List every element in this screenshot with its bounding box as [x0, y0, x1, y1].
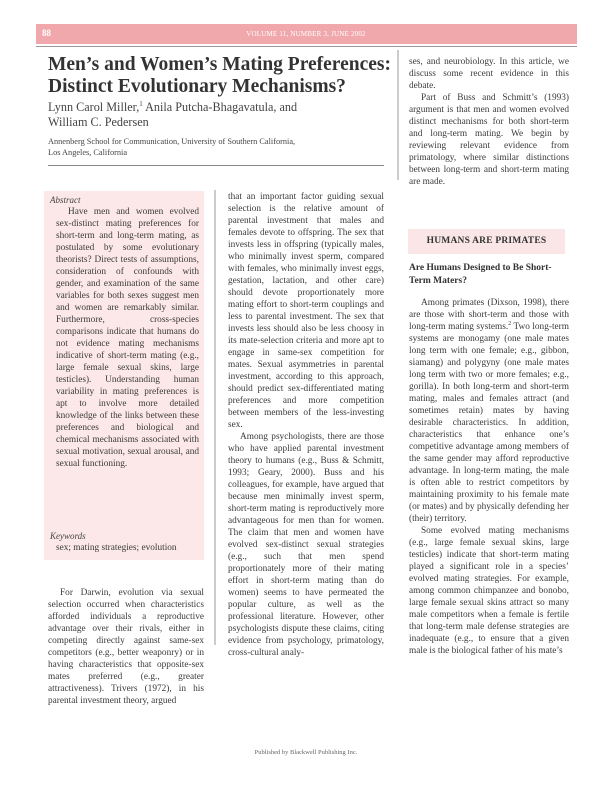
footnote-marker: 1	[139, 99, 143, 108]
column-divider	[214, 190, 216, 645]
paragraph: Among psychologists, there are those who have applied parental investment theory to humans (e.g., Buss & Schmitt, 1993; Geary, 2000). Buss and his colleagues, for example, have argued that because men minimally invest sperm, short-term mating is reproductively more advantageous for men than for women. The claim that men and women have evolved sex-distinct sexual strategies (e.g., such that men spend proportionately more of their mating effort in short-term mating than do women) seems to have permeated the popular culture, as well as the professional literature. However, other psychologists dispute these claims, citing evidence from psychology, primatology, cross-cultural analy-	[228, 432, 384, 658]
section-heading: HUMANS ARE PRIMATES	[426, 236, 547, 246]
body-column-2	[228, 191, 384, 659]
authors-rest: Anila Putcha-Bhagavatula, and	[142, 100, 298, 114]
affiliation-line-1: Annenberg School for Communication, University of Southern California,	[48, 137, 296, 146]
affiliation	[48, 136, 388, 158]
paragraph-text: Among primates (Dixson, 1998), there are those with short-term and those with long-term mating systems.	[409, 298, 569, 332]
affiliation-line-2: Los Angeles, California	[48, 148, 128, 157]
author-1: Lynn Carol Miller,	[48, 100, 140, 114]
authors	[48, 100, 388, 130]
article-title	[48, 54, 398, 98]
body-column-3-top	[409, 56, 569, 188]
body-column-3-bottom	[409, 297, 569, 657]
paragraph: Part of Buss and Schmitt’s (1993) argument is that men and women evolved distinct mechanisms for both short-term and long-term mating. We begin by reviewing relevant evidence from primatology, where similar distinctions between long-term and short-term mating are made.	[409, 93, 569, 187]
publisher-footer: Published by Blackwell Publishing Inc.	[254, 749, 358, 756]
running-head: VOLUME 11, NUMBER 3, JUNE 2002	[246, 30, 366, 38]
paragraph-text: Two long-term systems are monogamy (one male mates long term with one female; e.g., gibbon, siamang) and polygyny (one male mates long term with two or more females; e.g., gorilla). In both long-term and short-term mating, males and females attract (and sometimes retain) mates by having desirable characteristics. In addition, characteristics that enhance one’s competitive advantage among members of the same gender may afford reproductive advantage. In long-term mating, the male is often able to restrict competitors by maintaining proximity to his female mate (or mates) and by physically defending her (their) territory.	[409, 322, 569, 524]
header-rule	[36, 46, 577, 47]
title-line-2: Distinct Evolutionary Mechanisms?	[48, 76, 346, 97]
keywords-text: sex; mating strategies; evolution	[56, 543, 177, 553]
body-column-1	[48, 587, 204, 707]
title-divider	[48, 165, 384, 166]
abstract-text: Have men and women evolved sex-distinct mating preferences for short-term and long-term mating, as postulated by some evolutionary theorists? Direct tests of assumptions, consideration of confounds with gender, and examination of the same variables for both sexes suggest men and women are remarkably similar. Furthermore, cross-species comparisons indicate that humans do not evidence mating mechanisms indicative of short-term mating (e.g., large female sexual skins, large testicles). Understanding human variability in mating preferences is apt to involve more detailed knowledge of the links between these preferences and biological and chemical mechanisms associated with sexual motivation, sexual arousal, and sexual functioning.	[56, 207, 199, 469]
footnote-marker: 2	[508, 320, 512, 327]
keywords-label: Keywords	[50, 531, 86, 541]
paragraph	[409, 297, 569, 525]
abstract-label: Abstract	[50, 195, 81, 205]
column-divider	[397, 50, 399, 180]
paragraph: Some evolved mating mechanisms (e.g., large female sexual skins, large testicles) indicate that short-term mating played a significant role in a species’ evolved mating strategies. For example, among common chimpanzee and bonobo, large female sexual skins attract so many male competitors when a female is fertile that long-term male defense strategies are inadequate (e.g., to ensure that a given male is the biological father of his mate’s	[409, 526, 569, 656]
paragraph: For Darwin, evolution via sexual selection occurred when characteristics afforded individuals a reproductive advantage over their rivals, either in competing directly against same-sex competitors (e.g., better weaponry) or in having characteristics that opposite-sex mates preferred (e.g., greater attractiveness). Trivers (1972), in his parental investment theory, argued	[48, 588, 204, 706]
authors-line-1	[48, 100, 388, 115]
page-number: 88	[42, 28, 51, 38]
paragraph: that an important factor guiding sexual selection is the relative amount of parental investment that males and females devote to offspring. The sex that invests less in offspring (typically males, who minimally invest sperm, compared with females, who minimally invest eggs, gestation, lactation, and other care) should devote proportionately more mating effort to short-term couplings and less to parental investment. The sex that invests less should also be less choosy in its mate-selection criteria and more apt to engage in same-sex competition for mates. Sexual asymmetries in parental investment, according to this approach, should predict sex-differentiated mating preferences and more competition between members of the less-investing sex.	[228, 192, 384, 430]
subheading: Are Humans Designed to Be Short-Term Maters?	[409, 263, 552, 286]
paragraph: ses, and neurobiology. In this article, we discuss some recent evidence in this debate.	[409, 57, 569, 91]
title-line-1: Men’s and Women’s Mating Preferences:	[48, 54, 392, 75]
authors-line-2: William C. Pedersen	[48, 115, 149, 129]
